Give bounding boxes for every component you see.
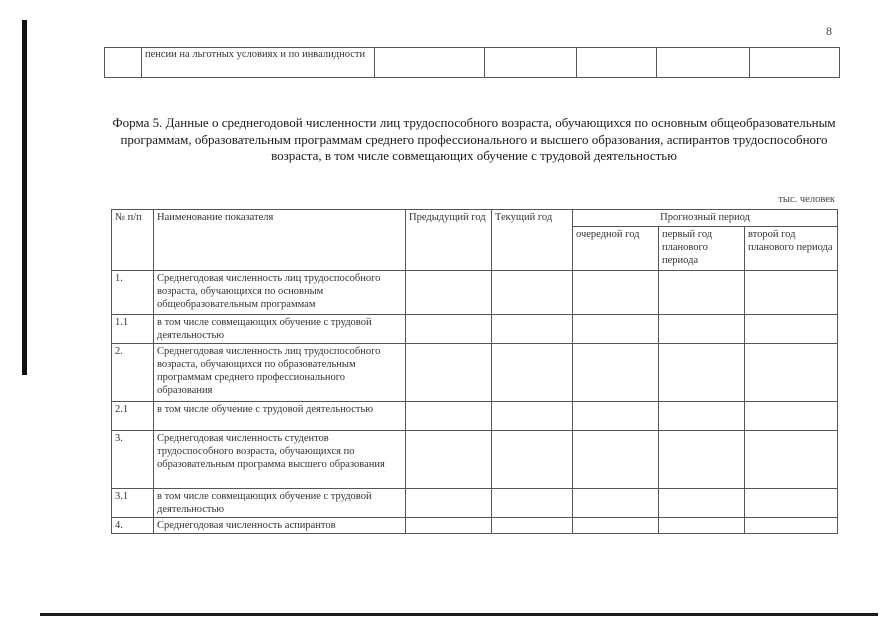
- value-cell: [745, 271, 838, 315]
- value-cell: [492, 402, 573, 431]
- form5-table: [111, 209, 838, 534]
- prev-table-cell: [375, 48, 485, 78]
- value-cell: [745, 315, 838, 344]
- header-indicator-name: Наименование показателя: [154, 210, 406, 271]
- value-cell: [406, 431, 492, 489]
- header-second-plan-year: второй год планового периода: [745, 227, 838, 271]
- row-indicator: Среднегодовая численность студентов трудоспособного возраста, обучающихся по образовательным программа высшего образования: [154, 431, 406, 489]
- value-cell: [745, 518, 838, 534]
- value-cell: [659, 431, 745, 489]
- header-previous-year: Предыдущий год: [406, 210, 492, 271]
- value-cell: [406, 402, 492, 431]
- row-num: 1.: [112, 271, 154, 315]
- value-cell: [573, 271, 659, 315]
- table-row: [112, 431, 838, 489]
- header-current-year: Текущий год: [492, 210, 573, 271]
- value-cell: [573, 344, 659, 402]
- value-cell: [492, 271, 573, 315]
- row-num: 2.1: [112, 402, 154, 431]
- value-cell: [745, 402, 838, 431]
- value-cell: [406, 315, 492, 344]
- value-cell: [659, 271, 745, 315]
- row-num: 3.1: [112, 489, 154, 518]
- value-cell: [406, 271, 492, 315]
- value-cell: [573, 402, 659, 431]
- row-indicator: в том числе обучение с трудовой деятельностью: [154, 402, 406, 431]
- row-indicator: в том числе совмещающих обучение с трудовой деятельностью: [154, 315, 406, 344]
- value-cell: [406, 489, 492, 518]
- value-cell: [573, 518, 659, 534]
- prev-table-cell: [577, 48, 657, 78]
- value-cell: [745, 489, 838, 518]
- page-number: 8: [826, 24, 832, 38]
- header-first-plan-year: первый год планового периода: [659, 227, 745, 271]
- value-cell: [659, 402, 745, 431]
- prev-table-cell: [105, 48, 142, 78]
- scan-bottom-edge: [40, 613, 878, 616]
- header-num: № п/п: [112, 210, 154, 271]
- header-forecast-period: Прогнозный период: [573, 210, 838, 227]
- form-title: Форма 5. Данные о среднегодовой численности лиц трудоспособного возраста, обучающихся по основным общеобразовательным программам, образовательным программам среднего профессионального и высшего образования, аспирантов трудоспособного возраста, в том числе совмещающих обучение с трудовой деятельностью: [112, 115, 836, 163]
- row-num: 3.: [112, 431, 154, 489]
- value-cell: [492, 431, 573, 489]
- row-num: 4.: [112, 518, 154, 534]
- row-indicator: Среднегодовая численность лиц трудоспособного возраста, обучающихся по образовательным программам среднего профессионального образования: [154, 344, 406, 402]
- table-row: [112, 271, 838, 315]
- value-cell: [492, 315, 573, 344]
- scan-edge-shadow: [22, 20, 27, 375]
- value-cell: [573, 315, 659, 344]
- value-cell: [492, 489, 573, 518]
- row-num: 2.: [112, 344, 154, 402]
- value-cell: [573, 431, 659, 489]
- table-row: [112, 518, 838, 534]
- value-cell: [406, 344, 492, 402]
- value-cell: [745, 344, 838, 402]
- row-indicator: в том числе совмещающих обучение с трудовой деятельностью: [154, 489, 406, 518]
- value-cell: [659, 489, 745, 518]
- value-cell: [745, 431, 838, 489]
- value-cell: [406, 518, 492, 534]
- row-num: 1.1: [112, 315, 154, 344]
- table-row: [112, 315, 838, 344]
- table-row: [112, 489, 838, 518]
- prev-table-cell: [485, 48, 577, 78]
- value-cell: [573, 489, 659, 518]
- units-label: тыс. человек: [778, 194, 835, 205]
- header-next-year: очередной год: [573, 227, 659, 271]
- value-cell: [492, 518, 573, 534]
- prev-table-cell: [750, 48, 840, 78]
- prev-table-row-label: пенсии на льготных условиях и по инвалидности: [142, 48, 375, 78]
- prev-table-cell: [657, 48, 750, 78]
- row-indicator: Среднегодовая численность аспирантов: [154, 518, 406, 534]
- previous-table-continuation: [104, 47, 840, 78]
- value-cell: [659, 315, 745, 344]
- value-cell: [659, 518, 745, 534]
- table-row: [112, 344, 838, 402]
- value-cell: [492, 344, 573, 402]
- table-row: [112, 402, 838, 431]
- value-cell: [659, 344, 745, 402]
- row-indicator: Среднегодовая численность лиц трудоспособного возраста, обучающихся по основным общеобразовательным программам: [154, 271, 406, 315]
